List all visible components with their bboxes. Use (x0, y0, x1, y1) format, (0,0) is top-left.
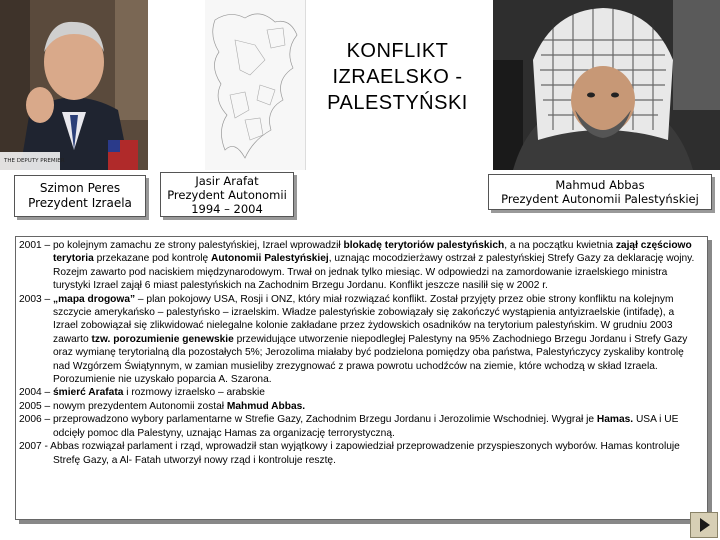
p2006-text-a: 2006 – przeprowadzono wybory parlamentarne w Strefie Gazy, Zachodnim Brzegu Jordanu i Jerozolimie Wschodniej. Wygrał je (19, 414, 597, 426)
map-outline (205, 0, 306, 170)
arafat-caption (160, 172, 294, 217)
next-slide-arrow-icon (691, 513, 717, 537)
paragraph-2005 (19, 400, 701, 413)
p2004-bold-death: śmierć Arafata (53, 387, 124, 399)
abbas-role: Prezydent Autonomii Palestyńskiej (501, 192, 699, 206)
p2006-text-c: USA i UE odcięły pomoc dla Palestyny, uznając Hamas za organizację terrorystyczną. (53, 414, 679, 439)
paragraph-2006 (19, 413, 701, 440)
timeline-text-box (15, 236, 708, 520)
paragraph-2003 (19, 293, 701, 387)
slide-title: KONFLIKT IZRAELSKO - PALESTYŃSKI (327, 40, 468, 114)
next-slide-button[interactable] (690, 512, 718, 538)
arafat-portrait-image (493, 0, 720, 170)
p2004-text-a: 2004 – (19, 387, 53, 399)
peres-role: Prezydent Izraela (28, 196, 132, 210)
p2001-text-c: , a na początku kwietnia (504, 240, 616, 251)
peres-caption (14, 175, 146, 217)
p2003-bold-roadmap: „mapa drogowa” (53, 293, 136, 305)
p2003-text-a: 2003 – (19, 293, 53, 305)
paragraph-2007 (19, 440, 701, 467)
arafat-role: Prezydent Autonomii (167, 187, 287, 202)
p2004-text-c: i rozmowy izraelsko – arabskie (123, 387, 265, 399)
peres-portrait-image (0, 0, 148, 170)
p2001-text-e: przekazane pod kontrolę (93, 253, 211, 265)
p2006-bold-hamas: Hamas. (596, 414, 634, 426)
abbas-caption (488, 174, 712, 210)
arafat-term: 1994 – 2004 (191, 201, 263, 216)
paragraph-2001 (19, 239, 701, 293)
p2007-text-a: 2007 - Abbas rozwiązał parlament i rząd, wprowadził stan wyjątkowy i zapowiedział przeprowadzenie przyspieszonych wyborów. Hamas kontroluje Strefę Gazy, a Al- Fatah utworzył nowy rząd i kontroluje resztę. (19, 441, 680, 466)
p2003-text-c: – plan pokojowy USA, Rosji i ONZ, który miał rozwiązać konflikt. Został przyjęty przez obie strony konfliktu na kolejnym szczycie amerykańsko – palestyńsko – izraelskim. Władze palestyńskie zobowiązały się zakończyć wystąpienia antyizraelskie (intifadę), a Izrael zobowiązał się zlikwidować nielegalne kolonie zakładane przez żydowskich osadników na terytorium palestyńskim. W grudniu 2003 zawarto (53, 293, 675, 345)
arafat-name: Jasir Arafat (195, 173, 259, 188)
peres-name: Szimon Peres (39, 181, 121, 195)
p2001-text-a: 2001 – po kolejnym zamachu ze strony palestyńskiej, Izrael wprowadził (19, 240, 344, 251)
arafat-photo (493, 0, 720, 170)
paragraph-2004 (19, 386, 701, 399)
p2001-text-g: , uznając mocodzierżawy ostrzał z palestyńskiej Strefy Gazy za deklarację wojny. Rozejm zawarto pod naciskiem międzynarodowym. Trwał on jednak tylko miesiąc. W odpowiedzi na zamordowanie izraelskiego ministra turystyki Izrael zajął 6 miast palestyńskich na Zachodnim Brzegu Jordanu. Konflikt jeszcze nasilił się w 2002 r. (53, 253, 695, 292)
peres-photo-overlay-text: THE DEPUTY PREMIER (4, 158, 65, 164)
p2001-bold-autonomy: Autonomii Palestyńskiej (211, 253, 329, 265)
p2001-bold-occupied: zajął częściowo terytoria (53, 240, 692, 265)
p2005-text-a: 2005 – nowym prezydentem Autonomii został (19, 400, 227, 412)
peres-photo (0, 0, 148, 170)
abbas-name: Mahmud Abbas (555, 178, 645, 192)
p2003-text-e: przewidujące utworzenie niepodległej Palestyny na 95% Zachodniego Brzegu Jordanu i Strefy Gazy oraz wymianę terytorialną dla pozostałych 5%; Jerozolima miałaby być podzielona pomiędzy oba państwa, Palestyńczycy zyskaliby kontrolę nad Wzgórzem Świątynnym, w zamian musieliby zrezygnować z prawa powrotu uchodźców na ziemie, które wchodzą w skład Izraela. Porozumienie nie uzyskało poparcia A. Szarona. (53, 333, 688, 386)
p2005-bold-abbas: Mahmud Abbas. (226, 400, 306, 412)
p2003-bold-geneva: tzw. porozumienie genewskie (91, 333, 234, 345)
p2001-bold-blockade: blokadę terytoriów palestyńskich (343, 240, 505, 251)
europe-map-image (205, 0, 305, 170)
